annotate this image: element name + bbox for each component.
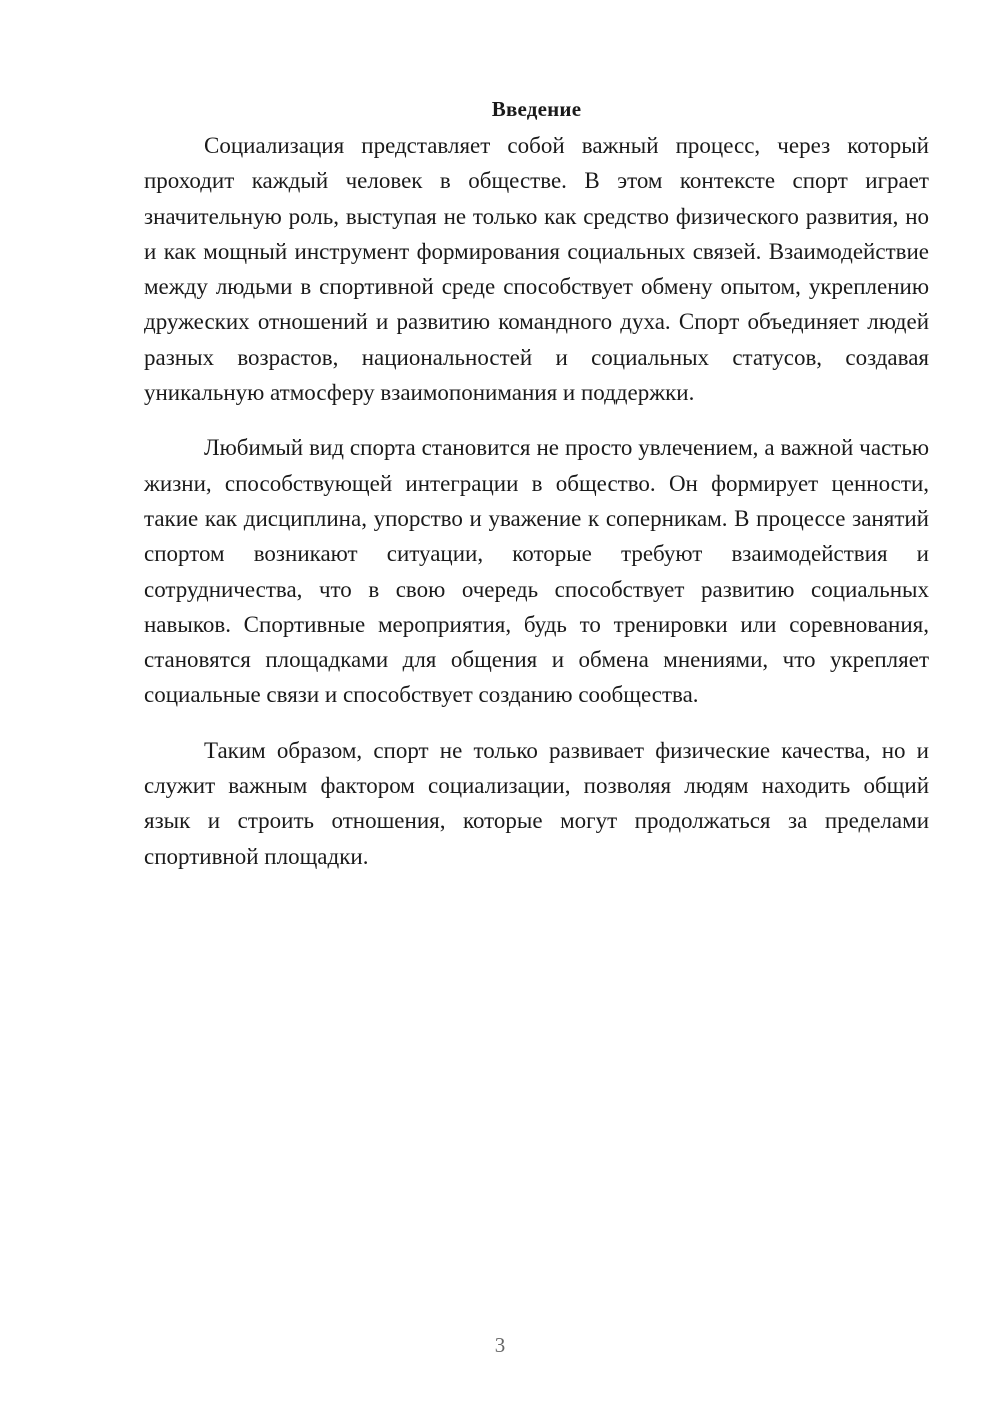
paragraph-2: Любимый вид спорта становится не просто увлечением, а важной частью жизни, способствующей интеграции в общество. Он формирует ценности, такие как дисциплина, упорство и уважение к соперникам. В процессе занятий спортом возникают ситуации, которые требуют взаимодействия и сотрудничества, что в свою очередь способствует развитию социальных навыков. Спортивные мероприятия, будь то тренировки или соревнования, становятся площадками для общения и обмена мнениями, что укрепляет социальные связи и способствует созданию сообщества. [144, 435, 929, 708]
section-heading: Введение [491, 97, 582, 121]
page-number: 3 [494, 1333, 506, 1357]
page-content [144, 94, 929, 894]
paragraph-3: Таким образом, спорт не только развивает физические качества, но и служит важным фактором социализации, позволяя людям находить общий язык и строить отношения, которые могут продолжаться за пределами спортивной площадки. [144, 737, 929, 869]
paragraph-1: Социализация представляет собой важный процесс, через который проходит каждый человек в обществе. В этом контексте спорт играет значительную роль, выступая не только как средство физического развития, но и как мощный инструмент формирования социальных связей. Взаимодействие между людьми в спортивной среде способствует обмену опытом, укреплению дружеских отношений и развитию командного духа. Спорт объединяет людей разных возрастов, национальностей и социальных статусов, создавая уникальную атмосферу взаимопонимания и поддержки. [144, 133, 929, 406]
